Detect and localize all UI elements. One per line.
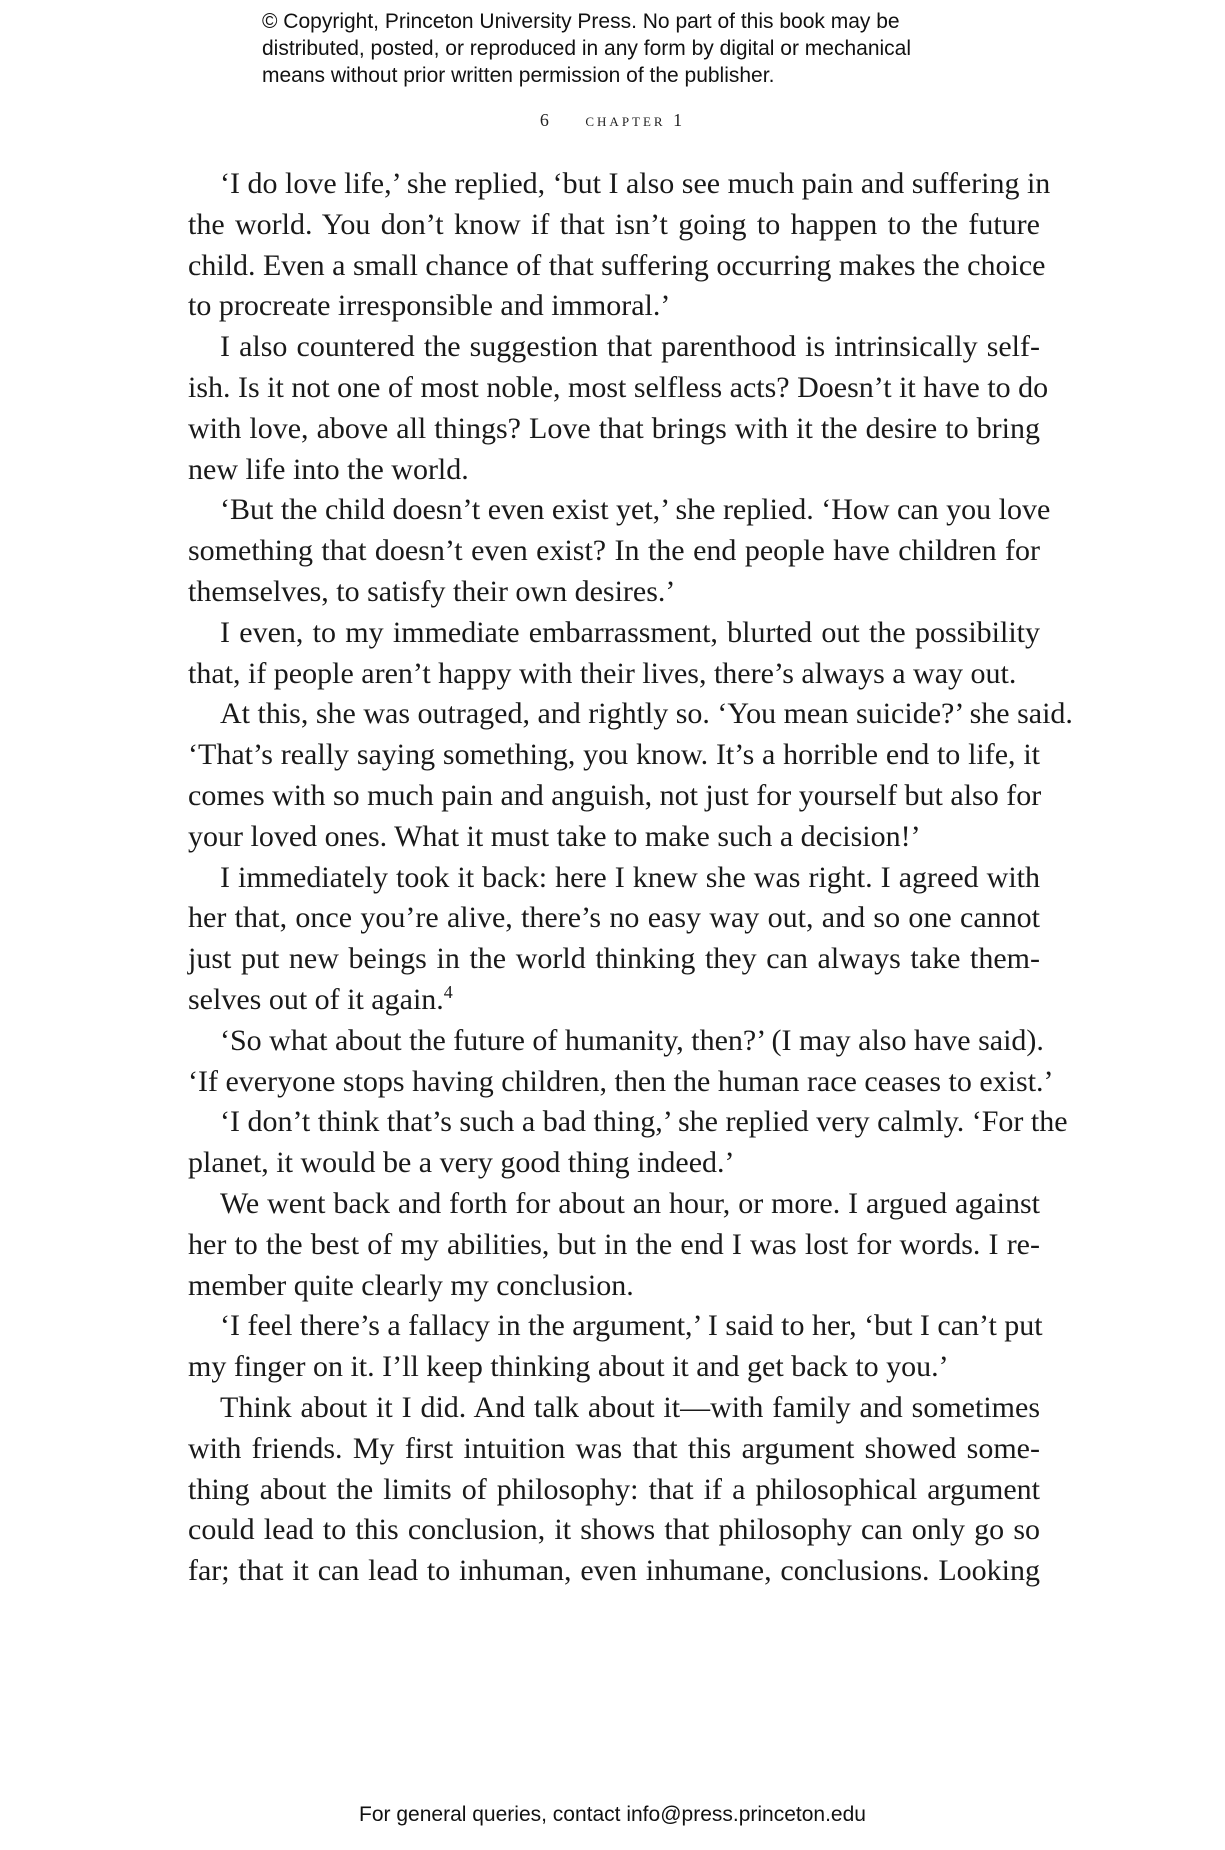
text-line: [188, 898, 1040, 939]
line-text: Think about it I did. And talk about it—with family and sometimes: [220, 1390, 1040, 1424]
line-text: far; that it can lead to inhuman, even inhumane, conclusions. Looking: [188, 1554, 1040, 1588]
line-text: the world. You don’t know if that isn’t going to happen to the future: [188, 207, 1040, 241]
copyright-line: © Copyright, Princeton University Press. No part of this book may be: [262, 10, 900, 33]
line-text: just put new beings in the world thinking they can always take them-: [188, 942, 1040, 976]
copyright-line: distributed, posted, or reproduced in any form by digital or mechanical: [262, 37, 912, 60]
line-text: could lead to this conclusion, it shows that philosophy can only go so: [188, 1513, 1040, 1547]
line-text: ‘If everyone stops having children, then the human race ceases to exist.’: [188, 1064, 1054, 1098]
paragraph: [188, 1021, 1054, 1103]
line-text: with friends. My first intuition was that this argument showed some-: [188, 1431, 1040, 1465]
text-line: [188, 327, 1040, 368]
copyright-notice: [262, 8, 982, 89]
text-line: [188, 409, 1040, 450]
text-line: [188, 1306, 1043, 1347]
text-line: [188, 1551, 1040, 1592]
line-text: to procreate irresponsible and immoral.’: [188, 289, 671, 323]
text-line: [188, 1470, 1040, 1511]
line-text: selves out of it again.: [188, 982, 444, 1016]
line-text: I also countered the suggestion that parenthood is intrinsically self-: [220, 330, 1040, 364]
text-line: [188, 858, 1040, 899]
line-text: ish. Is it not one of most noble, most selfless acts? Doesn’t it have to do: [188, 370, 1049, 404]
text-line: [188, 286, 1040, 327]
text-line: [188, 205, 1040, 246]
line-text: ‘I feel there’s a fallacy in the argument,’ I said to her, ‘but I can’t put: [220, 1309, 1043, 1343]
text-line: [188, 613, 1040, 654]
line-text: ‘So what about the future of humanity, then?’ (I may also have said).: [220, 1023, 1044, 1057]
page-number: 6: [539, 110, 552, 130]
body-text: [188, 164, 1073, 1592]
text-line: [188, 246, 1046, 287]
copyright-line: means without prior written permission of the publisher.: [262, 64, 775, 87]
text-line: [188, 1062, 1054, 1103]
running-head: [0, 110, 1225, 131]
line-text: ‘That’s really saying something, you know. It’s a horrible end to life, it: [188, 738, 1040, 772]
paragraph: [188, 327, 1049, 490]
text-line: [188, 164, 1051, 205]
text-line: [188, 776, 1040, 817]
paragraph: [188, 1306, 1043, 1388]
line-text: I even, to my immediate embarrassment, blurted out the possibility: [220, 615, 1040, 649]
text-line: [188, 572, 1040, 613]
line-text: child. Even a small chance of that suffering occurring makes the choice: [188, 248, 1046, 282]
paragraph: [188, 490, 1051, 612]
footer-contact: For general queries, contact info@press.princeton.edu: [359, 1803, 866, 1826]
text-line: [188, 694, 1073, 735]
line-text: I immediately took it back: here I knew she was right. I agreed with: [220, 860, 1040, 894]
paragraph: [188, 1388, 1040, 1592]
chapter-label: chapter 1: [585, 110, 686, 130]
line-text: At this, she was outraged, and rightly so. ‘You mean suicide?’ she said.: [220, 697, 1073, 731]
text-line: [188, 1510, 1040, 1551]
text-line: [188, 735, 1040, 776]
paragraph: [188, 858, 1040, 1021]
line-text: that, if people aren’t happy with their lives, there’s always a way out.: [188, 656, 1017, 690]
footnote-reference[interactable]: 4: [443, 981, 453, 1002]
text-line: [188, 939, 1040, 980]
paragraph: [188, 694, 1073, 857]
text-line: [188, 450, 1040, 491]
text-line: [188, 1347, 1040, 1388]
line-text: ‘I do love life,’ she replied, ‘but I also see much pain and suffering in: [220, 167, 1051, 200]
line-text: planet, it would be a very good thing indeed.’: [188, 1146, 735, 1180]
text-line: [188, 1225, 1040, 1266]
line-text: my finger on it. I’ll keep thinking about it and get back to you.’: [188, 1350, 949, 1384]
line-text: ‘But the child doesn’t even exist yet,’ she replied. ‘How can you love: [220, 493, 1051, 527]
line-text: new life into the world.: [188, 452, 469, 486]
line-text: her that, once you’re alive, there’s no easy way out, and so one cannot: [188, 901, 1040, 935]
line-text: your loved ones. What it must take to make such a decision!’: [188, 819, 921, 853]
text-line: [188, 654, 1040, 695]
line-text: comes with so much pain and anguish, not just for yourself but also for: [188, 778, 1042, 812]
paragraph: [188, 164, 1051, 327]
line-text: ‘I don’t think that’s such a bad thing,’ she replied very calmly. ‘For the: [220, 1105, 1068, 1139]
text-line: [188, 1143, 1040, 1184]
text-line: [188, 1266, 1040, 1307]
text-line: [188, 1021, 1044, 1062]
text-line: [188, 531, 1040, 572]
paragraph: [188, 1102, 1068, 1184]
text-line: [188, 1102, 1068, 1143]
text-line: [188, 817, 1040, 858]
line-text: themselves, to satisfy their own desires.’: [188, 574, 676, 608]
text-line: [188, 1429, 1040, 1470]
paragraph: [188, 1184, 1040, 1306]
text-line: [188, 980, 1040, 1021]
line-text: member quite clearly my conclusion.: [188, 1268, 634, 1302]
paragraph: [188, 613, 1040, 695]
line-text: thing about the limits of philosophy: that if a philosophical argument: [188, 1472, 1040, 1506]
line-text: her to the best of my abilities, but in the end I was lost for words. I re-: [188, 1227, 1040, 1261]
text-line: [188, 1388, 1040, 1429]
text-line: [188, 490, 1051, 531]
line-text: with love, above all things? Love that brings with it the desire to bring: [188, 411, 1040, 445]
text-line: [188, 368, 1049, 409]
line-text: something that doesn’t even exist? In the end people have children for: [188, 534, 1040, 568]
text-line: [188, 1184, 1040, 1225]
line-text: We went back and forth for about an hour, or more. I argued against: [220, 1186, 1040, 1220]
